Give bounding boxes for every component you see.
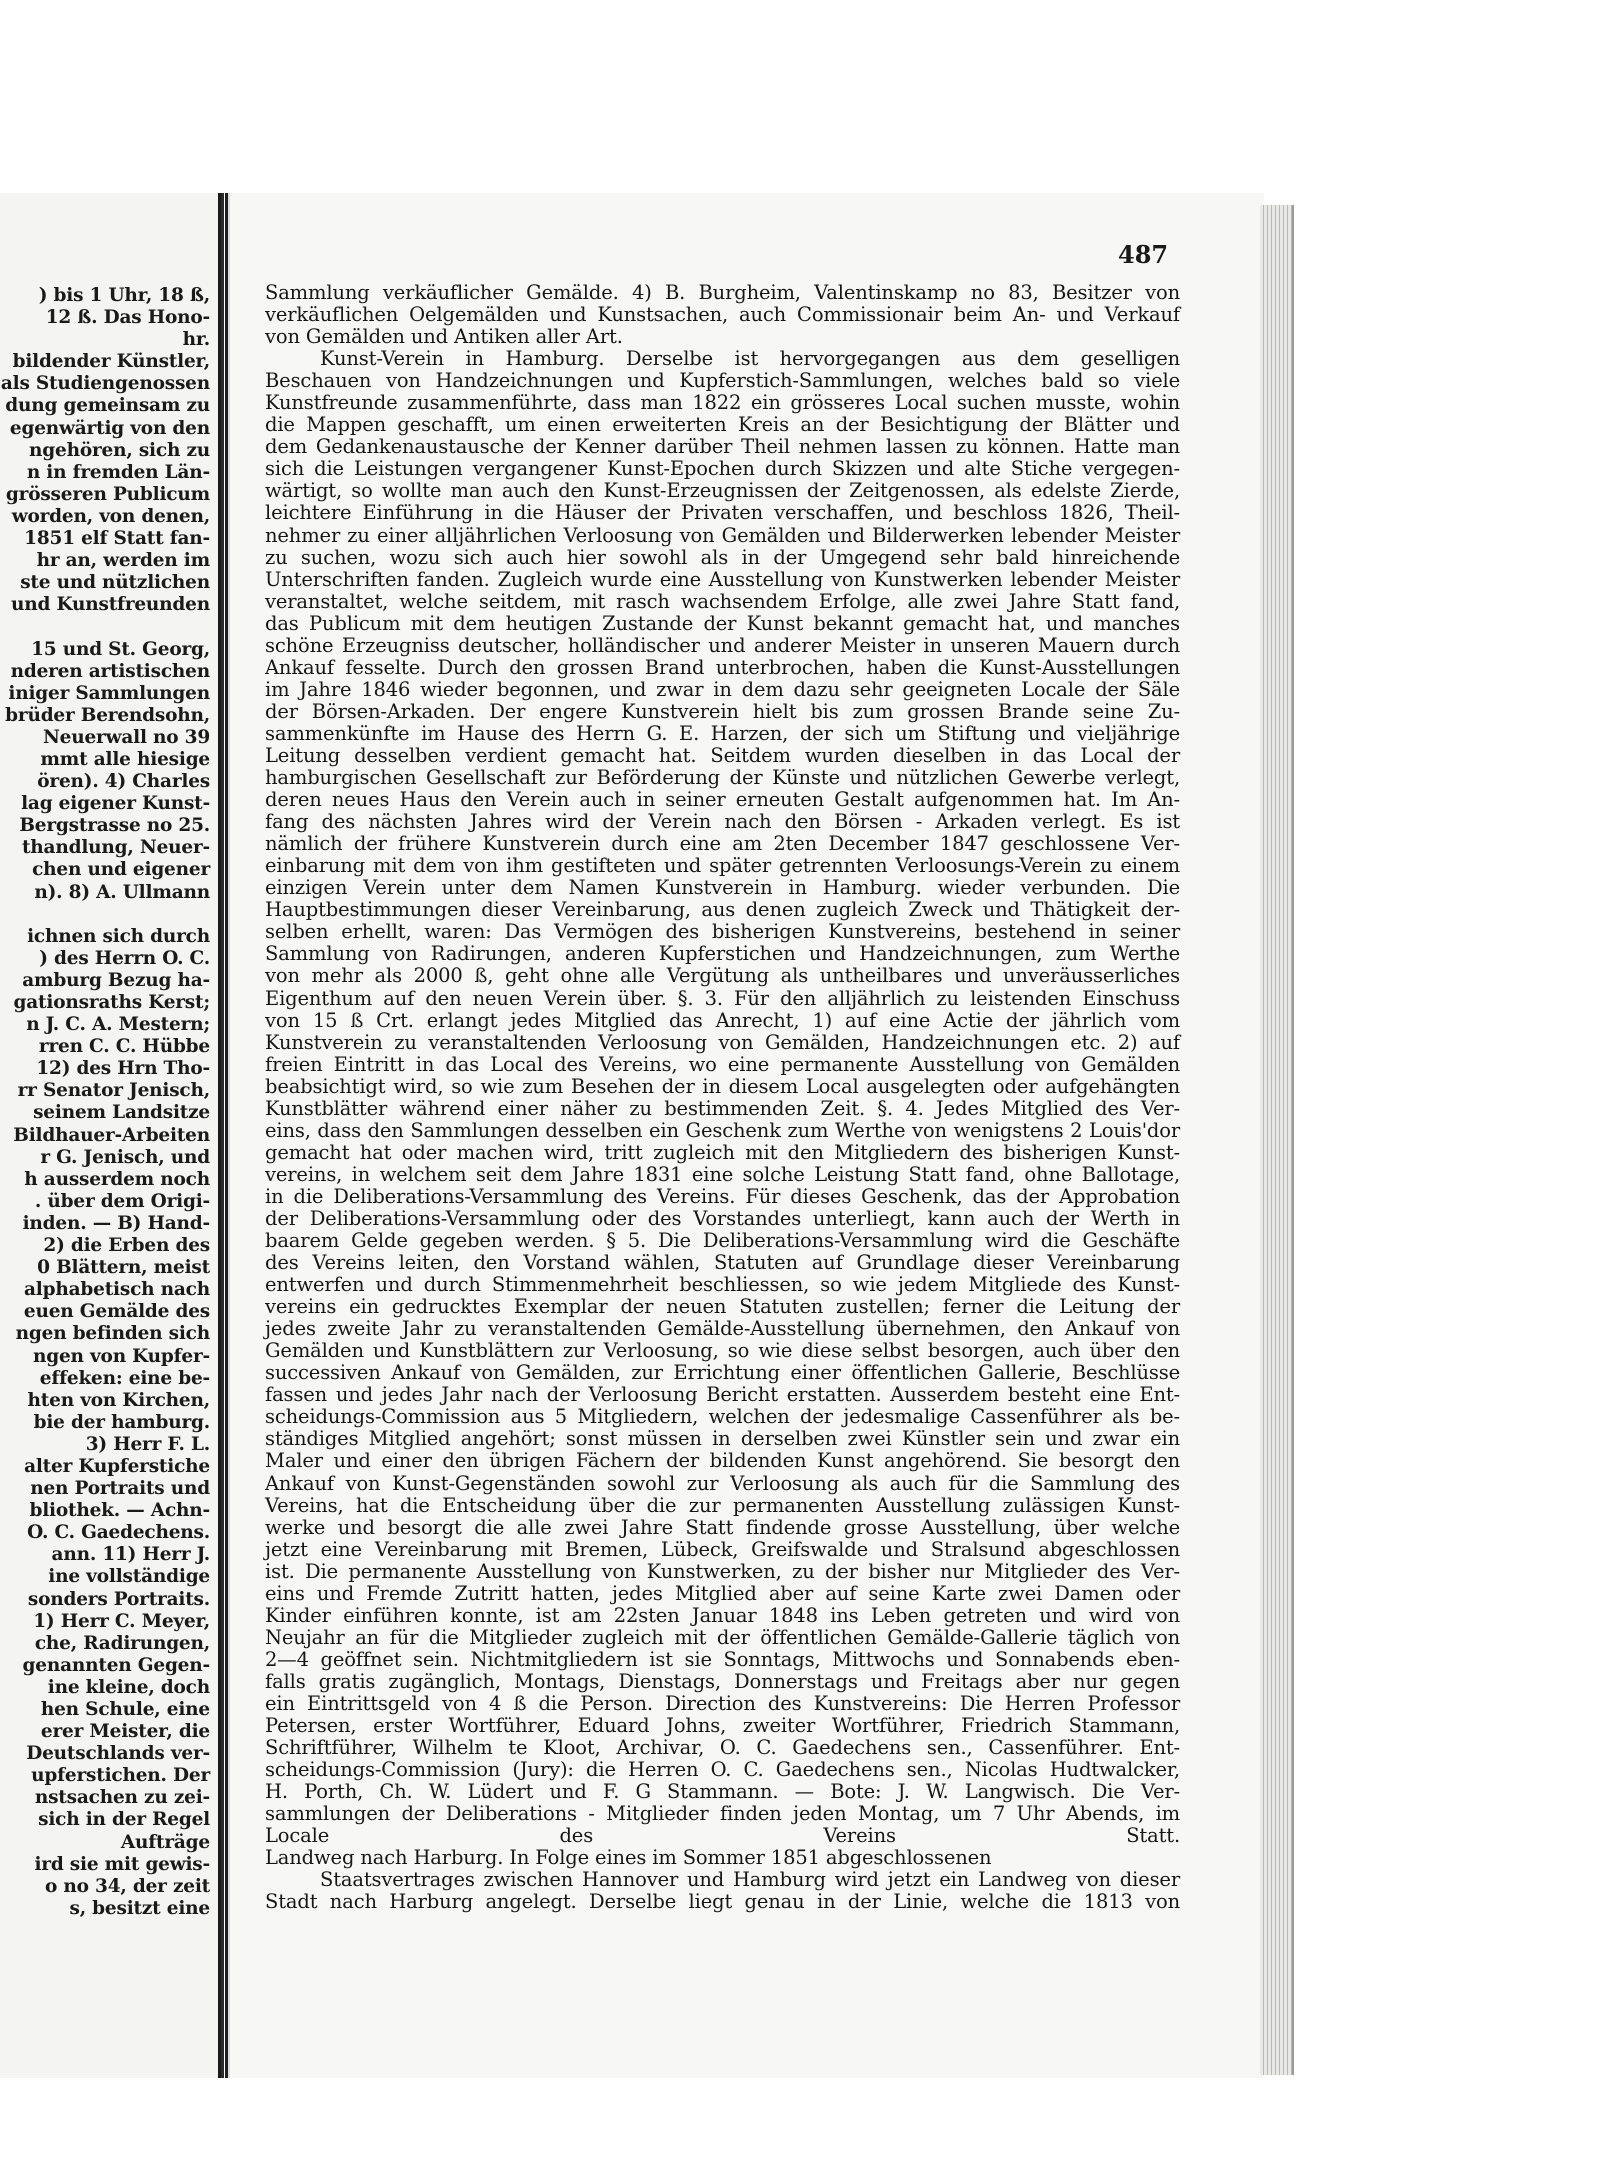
previous-page-line: hen Schule, eine bbox=[40, 1699, 210, 1720]
previous-page-text-column bbox=[0, 285, 210, 1920]
text-line: Schriftführer, Wilhelm te Kloot, Archivar, O. C. Gaedechens sen., Cassenführer. Ent- bbox=[265, 1736, 1180, 1760]
text-line: Unterschriften fanden. Zugleich wurde eine Ausstellung von Kunstwerken lebender Meister bbox=[265, 567, 1180, 591]
previous-page-line: 1851 elf Statt fan- bbox=[24, 528, 210, 550]
previous-page-line: ichnen sich durch bbox=[27, 925, 210, 947]
previous-page-line: 3) Herr F. L. bbox=[85, 1433, 210, 1455]
text-line: Kinder einführen konnte, ist am 22sten Januar 1848 ins Leben getreten und wird von bbox=[265, 1603, 1180, 1627]
text-line: Neujahr an für die Mitglieder zugleich mit der öffentlichen Gemälde-Gallerie täglich von bbox=[265, 1625, 1180, 1649]
previous-page-line: ) bis 1 Uhr, 18 ß, bbox=[38, 285, 210, 306]
text-line: deren neues Haus den Verein auch in seiner erneuten Gestalt aufgenommen hat. Im An- bbox=[265, 788, 1180, 812]
previous-page-strip bbox=[0, 193, 221, 2078]
previous-page-line: egenwärtig von den bbox=[9, 417, 210, 439]
text-line: Beschauen von Handzeichnungen und Kupferstich-Sammlungen, welches bald so viele bbox=[265, 369, 1180, 393]
page-edges bbox=[1260, 205, 1294, 2075]
previous-page-line: alter Kupferstiche bbox=[24, 1455, 210, 1477]
previous-page-line: alphabetisch nach bbox=[24, 1279, 210, 1301]
previous-page-line: 12) des Hrn Tho- bbox=[36, 1058, 210, 1080]
text-line: schöne Erzeugniss deutscher, holländischer und anderer Meister in unseren Mauern durch bbox=[265, 633, 1180, 657]
previous-page-line: bie der hamburg. bbox=[33, 1411, 210, 1433]
text-line: ständiges Mitglied angehört; sonst müssen in derselben zwei Künstler sein und zwar ein bbox=[265, 1427, 1180, 1451]
text-line: Eigenthum auf den neuen Verein über. §. 3. Für den alljährlich zu leistenden Einschuss bbox=[265, 986, 1180, 1010]
text-line: Kunst-Verein in Hamburg. Derselbe ist hervorgegangen aus dem geselligen bbox=[320, 347, 1180, 371]
previous-page-line: worden, von denen, bbox=[11, 505, 210, 527]
text-line: falls gratis zugänglich, Montags, Dienstags, Donnerstags und Freitags aber nur gegen bbox=[265, 1669, 1180, 1693]
previous-page-line: nstsachen zu zei- bbox=[34, 1787, 210, 1809]
text-line: entwerfen und durch Stimmenmehrheit beschliessen, so wie jedem Mitgliede des Kunst- bbox=[265, 1273, 1180, 1297]
text-line: Locale des Vereins Statt. bbox=[265, 1824, 1180, 1848]
previous-page-line: sonders Portraits. bbox=[27, 1588, 210, 1610]
text-line: sammenkünfte im Hause des Herrn G. E. Harzen, der sich um Stiftung und vieljährige bbox=[265, 721, 1180, 745]
previous-page-line: O. C. Gaedechens. bbox=[27, 1522, 210, 1544]
previous-page-line: seinem Landsitze bbox=[33, 1102, 210, 1124]
text-line: eins und Fremde Zutritt hatten, jedes Mitglied aber auf seine Karte zwei Damen oder bbox=[265, 1581, 1180, 1605]
previous-page-line: s, besitzt eine bbox=[69, 1897, 210, 1919]
previous-page-line: bliothek. — Achn- bbox=[29, 1500, 210, 1522]
previous-page-line: brüder Berendsohn, bbox=[5, 704, 210, 726]
text-line: von 15 ß Crt. erlangt jedes Mitglied das Anrecht, 1) auf eine Actie der jährlich vom bbox=[265, 1008, 1180, 1032]
text-line: freien Eintritt in das Local des Vereins, wo eine permanente Ausstellung von Gemälden bbox=[265, 1052, 1180, 1076]
previous-page-line: r G. Jenisch, und bbox=[40, 1146, 210, 1168]
text-line: zu suchen, wozu sich auch hier sowohl als in der Umgegend sehr bald hinreichende bbox=[265, 545, 1180, 569]
previous-page-line: dung gemeinsam zu bbox=[5, 395, 210, 417]
text-line: nämlich der frühere Kunstverein durch eine am 2ten December 1847 geschlossene Ver- bbox=[265, 832, 1180, 856]
previous-page-line: upferstichen. Der bbox=[31, 1765, 210, 1787]
previous-page-line: ste und nützlichen bbox=[20, 572, 210, 594]
previous-page-line: ird sie mit gewis- bbox=[34, 1853, 210, 1875]
text-line: ein Eintrittsgeld von 4 ß die Person. Direction des Kunstvereins: Die Herren Professor bbox=[265, 1692, 1180, 1715]
previous-page-line: rren C. C. Hübbe bbox=[38, 1036, 210, 1058]
text-line: Kunstfreunde zusammenführte, dass man 1822 ein grösseres Local suchen musste, wohin bbox=[265, 391, 1180, 415]
previous-page-line bbox=[0, 616, 210, 638]
text-line: Sammlung von Radirungen, anderen Kupferstichen und Handzeichnungen, zum Werthe bbox=[265, 942, 1180, 966]
previous-page-line: 2) die Erben des bbox=[43, 1235, 210, 1257]
text-line: baarem Gelde gegeben werden. § 5. Die Deliberations-Versammlung wird die Geschäfte bbox=[265, 1229, 1180, 1253]
text-line: selben erhellt, waren: Das Vermögen des bisherigen Kunstvereins, bestehend in seiner bbox=[265, 920, 1180, 944]
previous-page-line: 12 ß. Das Hono- bbox=[45, 307, 210, 329]
text-line: Leitung desselben verdient gemacht hat. Seitdem wurden dieselben in das Local der bbox=[265, 743, 1180, 767]
previous-page-line: nen Portraits und bbox=[30, 1478, 210, 1500]
previous-page-line: 0 Blättern, meist bbox=[37, 1257, 210, 1279]
previous-page-line: hr. bbox=[182, 329, 210, 351]
text-line: successiven Ankauf von Gemälden, zur Errichtung einer öffentlichen Gallerie, Beschlüsse bbox=[265, 1361, 1180, 1385]
previous-page-line: und Kunstfreunden bbox=[11, 594, 210, 616]
text-line: gemacht hat oder machen wird, tritt zugleich mit den Mitgliedern des bisherigen Kunst- bbox=[265, 1140, 1180, 1164]
text-line: von mehr als 2000 ß, geht ohne alle Vergütung als untheilbares und unveräusserliches bbox=[265, 964, 1180, 988]
text-line: scheidungs-Commission aus 5 Mitgliedern, welchen der jedesmalige Cassenführer als be- bbox=[265, 1405, 1180, 1429]
text-line: der Deliberations-Versammlung oder des Vorstandes unterliegt, kann auch der Werth in bbox=[265, 1206, 1180, 1230]
text-line: leichtere Einführung in die Häuser der Privaten verschaffen, und beschloss 1826, Theil- bbox=[265, 501, 1180, 525]
previous-page-line: che, Radirungen, bbox=[34, 1632, 210, 1654]
previous-page-line: gationsraths Kerst; bbox=[13, 992, 210, 1013]
previous-page-line: effeken: eine be- bbox=[39, 1367, 210, 1389]
previous-page-line: bildender Künstler, bbox=[12, 351, 210, 373]
text-line: 2—4 geöffnet sein. Nichtmitgliedern ist sie Sonntags, Mittwochs und Sonnabends eben- bbox=[265, 1647, 1180, 1671]
text-line: H. Porth, Ch. W. Lüdert und F. G Stammann. — Bote: J. W. Langwisch. Die Ver- bbox=[265, 1780, 1180, 1804]
previous-page-line: euen Gemälde des bbox=[23, 1301, 210, 1323]
previous-page-line: rr Senator Jenisch, bbox=[17, 1080, 210, 1102]
previous-page-line: ann. 11) Herr J. bbox=[51, 1544, 210, 1566]
text-line: vereins, in welchem seit dem Jahre 1831 eine solche Leistung Statt fand, ohne Ballotage, bbox=[265, 1162, 1180, 1186]
text-line: verkäuflichen Oelgemälden und Kunstsachen, auch Commissionair beim An- und Verkauf bbox=[265, 303, 1180, 327]
previous-page-line: Bergstrasse no 25. bbox=[19, 815, 210, 837]
text-line: Kunstblätter während einer näher zu bestimmenden Zeit. §. 4. Jedes Mitglied des Ver- bbox=[265, 1096, 1180, 1120]
text-line: nehmer zu einer alljährlichen Verloosung von Gemälden und Bilderwerken lebender Meister bbox=[265, 523, 1180, 547]
text-line: Maler und einer den übrigen Fächern der bildenden Kunst angehörend. Sie besorgt den bbox=[265, 1449, 1180, 1473]
text-line: einbarung mit dem von ihm gestifteten und später getrennten Verloosungs-Verein zu einem bbox=[265, 854, 1180, 878]
text-line: Sammlung verkäuflicher Gemälde. 4) B. Burgheim, Valentinskamp no 83, Besitzer von bbox=[265, 281, 1180, 304]
text-line: fang des nächsten Jahres wird der Verein nach den Börsen - Arkaden verlegt. Es ist bbox=[265, 810, 1180, 834]
text-line: hamburgischen Gesellschaft zur Beförderung der Künste und nützlichen Gewerbe verlegt, bbox=[265, 766, 1180, 790]
previous-page-line: mmt alle hiesige bbox=[40, 748, 210, 770]
previous-page-line: n J. C. A. Mestern; bbox=[26, 1014, 210, 1036]
text-line: vereins ein gedrucktes Exemplar der neuen Statuten zustellen; ferner die Leitung der bbox=[265, 1295, 1180, 1319]
previous-page-line: erer Meister, die bbox=[40, 1721, 210, 1743]
text-line: eins, dass den Sammlungen desselben ein Geschenk zum Werthe von wenigstens 2 Louis'dor bbox=[265, 1118, 1180, 1142]
previous-page-line: ngen von Kupfer- bbox=[32, 1345, 210, 1367]
previous-page-line: iniger Sammlungen bbox=[8, 682, 210, 704]
previous-page-line: ngehören, sich zu bbox=[29, 439, 210, 461]
previous-page-line: Aufträge bbox=[120, 1831, 210, 1853]
previous-page-line: Neuerwall no 39 bbox=[42, 726, 210, 748]
previous-page-line: grösseren Publicum bbox=[5, 483, 210, 505]
text-line: Ankauf fesselte. Durch den grossen Brand unterbrochen, haben die Kunst-Ausstellungen bbox=[265, 655, 1180, 679]
previous-page-line: chen und eigener bbox=[32, 859, 210, 881]
text-line: wärtigt, so wollte man auch den Kunst-Erzeugnissen der Zeitgenossen, als edelste Zierde, bbox=[265, 479, 1180, 503]
text-line: der Börsen-Arkaden. Der engere Kunstverein hielt bis zum grossen Brande seine Zu- bbox=[265, 699, 1180, 723]
text-line: dem Gedankenaustausche der Kenner darüber Theil nehmen lassen zu können. Hatte man bbox=[265, 435, 1180, 459]
previous-page-line: ngen befinden sich bbox=[15, 1323, 210, 1345]
text-line: Ankauf von Kunst-Gegenständen sowohl zur Verloosung als auch für die Sammlung des bbox=[265, 1471, 1180, 1495]
previous-page-line: ine kleine, doch bbox=[47, 1676, 210, 1698]
text-line: Kunstverein zu veranstaltenden Verloosung von Gemälden, Handzeichnungen etc. 2) auf bbox=[265, 1030, 1180, 1054]
text-line: Gemälden und Kunstblättern zur Verloosung, so wie diese selbst besorgen, auch über den bbox=[265, 1339, 1180, 1363]
page-number: 487 bbox=[1118, 240, 1169, 269]
previous-page-line: 15 und St. Georg, bbox=[31, 638, 210, 660]
text-line: scheidungs-Commission (Jury): die Herren O. C. Gaedechens sen., Nicolas Hudtwalcker, bbox=[265, 1758, 1180, 1782]
previous-page-line: ine vollständige bbox=[48, 1566, 210, 1588]
previous-page-line: sich in der Regel bbox=[38, 1809, 210, 1831]
previous-page-line: nderen artistischen bbox=[10, 660, 210, 682]
text-line: Stadt nach Harburg angelegt. Derselbe liegt genau in der Linie, welche die 1813 von bbox=[265, 1890, 1180, 1914]
previous-page-line: thandlung, Neuer- bbox=[21, 837, 210, 859]
previous-page-line: als Studiengenossen bbox=[0, 373, 210, 395]
text-line: jedes zweite Jahr zu veranstaltenden Gemälde-Ausstellung übernehmen, den Ankauf von bbox=[265, 1317, 1180, 1341]
text-line: Vereins, hat die Entscheidung über die zur permanenten Ausstellung zulässigen Kunst- bbox=[265, 1493, 1180, 1517]
text-line: Staatsvertrages zwischen Hannover und Hamburg wird jetzt ein Landweg von dieser bbox=[320, 1868, 1180, 1892]
text-line: jetzt eine Vereinbarung mit Bremen, Lübeck, Greifswalde und Stralsund abgeschlossen bbox=[265, 1537, 1180, 1561]
previous-page-line bbox=[0, 904, 210, 926]
text-line: in die Deliberations-Versammlung des Vereins. Für dieses Geschenk, das der Approbation bbox=[265, 1184, 1180, 1208]
text-line: des Vereins leiten, den Vorstand wählen, Statuten auf Grundlage dieser Vereinbarung bbox=[265, 1251, 1180, 1275]
text-line: die Mappen geschafft, um einen erweiterten Kreis an der Besichtigung der Blätter und bbox=[265, 413, 1180, 437]
previous-page-line: genannten Gegen- bbox=[22, 1654, 210, 1676]
text-line: sammlungen der Deliberations - Mitglieder finden jeden Montag, um 7 Uhr Abends, im bbox=[265, 1802, 1180, 1826]
text-line: veranstaltet, welche seitdem, mit rasch wachsendem Erfolge, alle zwei Jahre Statt fand, bbox=[265, 589, 1180, 613]
previous-page-line: ören). 4) Charles bbox=[37, 771, 210, 793]
previous-page-line: h ausserdem noch bbox=[24, 1168, 210, 1190]
text-line: Landweg nach Harburg. In Folge eines im Sommer 1851 abgeschlossenen bbox=[265, 1846, 992, 1870]
text-line: Hauptbestimmungen dieser Vereinbarung, aus denen zugleich Zweck und Thätigkeit der- bbox=[265, 898, 1180, 922]
previous-page-line: n). 8) A. Ullmann bbox=[34, 881, 210, 903]
previous-page-line: inden. — B) Hand- bbox=[22, 1212, 210, 1234]
text-line: fassen und jedes Jahr nach der Verloosung Bericht erstatten. Ausserdem besteht eine Ent- bbox=[265, 1383, 1180, 1407]
previous-page-line: 1) Herr C. Meyer, bbox=[33, 1610, 210, 1632]
previous-page-line: hr an, werden im bbox=[36, 550, 210, 572]
text-line: ist. Die permanente Ausstellung von Kunstwerken, zu der bisher nur Mitglieder des Ver- bbox=[265, 1559, 1180, 1583]
text-line: von Gemälden und Antiken aller Art. bbox=[265, 325, 623, 349]
text-line: beabsichtigt wird, so wie zum Besehen der in diesem Local ausgelegten oder aufgehängten bbox=[265, 1074, 1180, 1098]
text-line: sich die Leistungen vergangener Kunst-Epochen durch Skizzen und alte Stiche vergegen- bbox=[265, 457, 1180, 481]
previous-page-line: ) des Herrn O. C. bbox=[39, 947, 210, 969]
previous-page-line: Bildhauer-Arbeiten bbox=[13, 1124, 210, 1146]
text-line: Petersen, erster Wortführer, Eduard Johns, zweiter Wortführer, Friedrich Stammann, bbox=[265, 1714, 1180, 1738]
text-line: im Jahre 1846 wieder begonnen, und zwar in dem dazu sehr geeigneten Locale der Säle bbox=[265, 677, 1180, 701]
text-line: werke und besorgt die alle zwei Jahre Statt findende grosse Ausstellung, über welche bbox=[265, 1515, 1180, 1539]
text-line: das Publicum mit dem heutigen Zustande der Kunst bekannt gemacht hat, und manches bbox=[265, 611, 1180, 635]
text-line: einzigen Verein unter dem Namen Kunstverein in Hamburg. wieder verbunden. Die bbox=[265, 876, 1180, 900]
previous-page-line: Deutschlands ver- bbox=[26, 1743, 210, 1765]
previous-page-line: o no 34, der zeit bbox=[45, 1875, 210, 1897]
previous-page-line: n in fremden Län- bbox=[26, 461, 210, 483]
book-gutter bbox=[221, 193, 224, 2078]
previous-page-line: amburg Bezug ha- bbox=[22, 969, 210, 991]
body-text-column bbox=[265, 282, 1180, 1913]
previous-page-line: . über dem Origi- bbox=[34, 1190, 210, 1212]
previous-page-line: lag eigener Kunst- bbox=[21, 793, 210, 815]
previous-page-line: hten von Kirchen, bbox=[27, 1389, 210, 1411]
